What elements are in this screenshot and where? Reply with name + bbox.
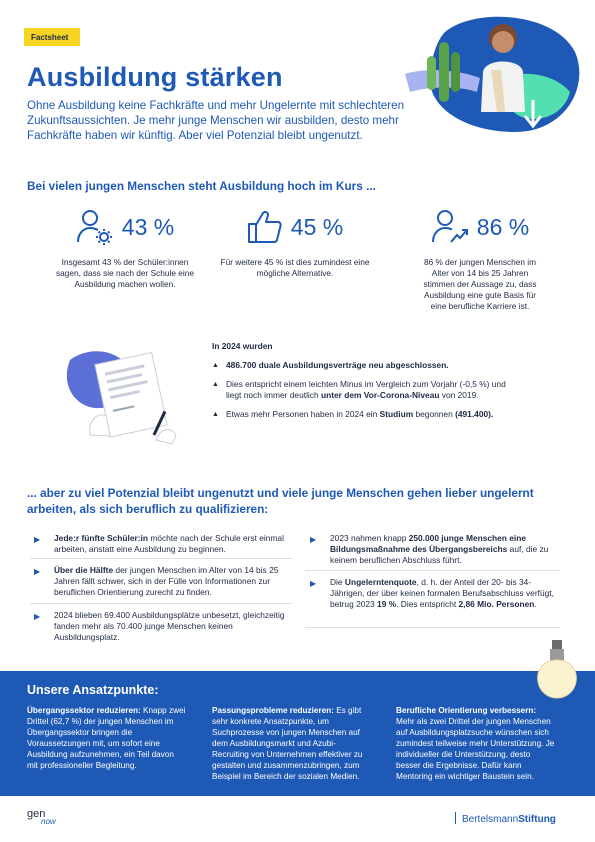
bullet-item: ▶ Die Ungelerntenquote, d. h. der Anteil der 20- bis 34-Jährigen, der über keinen formalen Berufsabschluss verfügt, betrug 2023 19 %. Dies entspricht 2,86 Mio. Personen.	[310, 577, 554, 609]
approach-panel	[0, 671, 595, 796]
bullet-item: ▶ Über die Hälfte der jungen Menschen im Alter von 14 bis 25 Jahren fällt schwer, sich in der Fülle von Informationen zur beruflichen Orientierung zurecht zu finden.	[34, 565, 279, 597]
stat-value: 86 %	[476, 213, 530, 240]
approach-column: Übergangssektor reduzieren: Knapp zwei Drittel (62,7 %) der jungen Menschen im Übergangssektor bringen die Voraussetzungen mit, um sofort eine Ausbildung aufzunehmen, ein Teil davon mit professioneller Begleitung.	[27, 706, 186, 770]
section-heading-ausbildung: Bei vielen jungen Menschen steht Ausbildung hoch im Kurs ...	[27, 179, 376, 193]
stat-description: Für weitere 45 % ist dies zumindest eine mögliche Alternative.	[220, 257, 370, 278]
page-title: Ausbildung stärken	[27, 62, 283, 92]
bullet-item: ▶ 2024 blieben 69.400 Ausbildungsplätze unbesetzt, gleichzeitig fanden mehr als 70.400 junge Menschen keinen Ausbildungsplatz.	[34, 610, 285, 642]
stat-description: 86 % der jungen Menschen im Alter von 14 bis 25 Jahren stimmen der Aussage zu, dass Ausbildung eine gute Basis für eine berufliche Karriere ist.	[423, 257, 537, 311]
arrow-icon: ▶	[34, 612, 41, 621]
divider	[30, 558, 292, 559]
stat-description: Insgesamt 43 % der Schüler:innen sagen, dass sie nach der Schule eine Ausbildung machen wollen.	[56, 257, 194, 289]
approach-column: Passungsprobleme reduzieren: Es gibt sehr konkrete Ansatzpunkte, um Suchprozesse von jungen Menschen auf dem Ausbildungsmarkt und Azubi-Recruiting von Unternehmen effektiver zu gestalten und zusammenzubringen, zum Beispiel im Bereich der sozialen Medien.	[212, 706, 363, 781]
person-growth-icon	[431, 208, 469, 246]
stat-card	[220, 206, 370, 279]
person-gear-icon	[76, 208, 114, 246]
list-item: ▲ 486.700 duale Ausbildungsverträge neu abgeschlossen.	[212, 360, 512, 371]
arrow-icon: ▶	[34, 535, 41, 544]
year-2024-block	[212, 341, 512, 428]
list-item: ▲ Etwas mehr Personen haben in 2024 ein Studium begonnen (491.400).	[212, 409, 512, 420]
thumbs-up-icon	[247, 209, 283, 245]
bullet-item: ▶ Jede:r fünfte Schüler:in möchte nach der Schule erst einmal arbeiten, anstatt eine Ausbildung zu beginnen.	[34, 533, 284, 554]
light-bulb-icon	[532, 640, 582, 700]
hero-illustration	[405, 12, 585, 137]
section-heading-potenzial: ... aber zu viel Potenzial bleibt ungenutzt und viele junge Menschen gehen lieber ungelernt arbeiten, als sich beruflich zu qualifizieren:	[27, 486, 534, 516]
bullet-item: ▶ 2023 nahmen knapp 250.000 junge Menschen eine Bildungsmaßnahme des Übergangsbereichs auf, die zu keinem beruflichen Abschluss führt.	[310, 533, 549, 565]
year-lead: In 2024 wurden	[212, 341, 273, 351]
arrow-icon: ▶	[310, 535, 317, 544]
arrow-icon: ▶	[310, 579, 317, 588]
divider	[305, 570, 560, 571]
approach-column: Berufliche Orientierung verbessern: Mehr als zwei Drittel der jungen Menschen auf Ausbildungsplatzsuche wünschen sich zumindest teilweise mehr Unterstützung. Je individueller die Unterstützung, desto besser die Ergebnisse. Dafür kann Mentoring ein wichtiger Baustein sein.	[396, 706, 555, 781]
divider	[30, 603, 292, 604]
stat-value: 45 %	[290, 213, 344, 240]
list-item: ▲ Dies entspricht einem leichten Minus im Vergleich zum Vorjahr (-0,5 %) und liegt noch immer deutlich unter dem Vor-Corona-Niveau von 2019.	[212, 379, 512, 401]
stat-value: 43 %	[121, 213, 175, 240]
approach-heading: Unsere Ansatzpunkte:	[27, 683, 159, 697]
document-signing-illustration	[60, 340, 180, 445]
stat-card	[405, 206, 555, 312]
arrow-icon: ▶	[34, 567, 41, 576]
genau-logo: gen now	[27, 808, 56, 826]
intro-text: Ohne Ausbildung keine Fachkräfte und mehr Ungelernte mit schlechteren Zukunftsaussichten. Je mehr junge Menschen wir ausbilden, desto mehr Fachkräfte haben wir künftig. Aber viel Potenzial bleibt ungenutzt.	[27, 99, 405, 142]
factsheet-tag: Factsheet	[24, 28, 80, 46]
stat-card	[50, 206, 200, 290]
divider	[305, 627, 560, 628]
bertelsmann-stiftung-logo: BertelsmannStiftung	[455, 812, 556, 825]
